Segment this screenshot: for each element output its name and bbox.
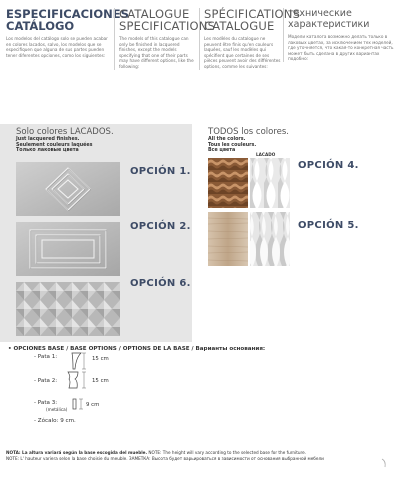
lacquered-sub-fr: Seulement couleurs laquées bbox=[16, 142, 93, 148]
pata-2-label: - Pata 2: bbox=[34, 378, 58, 384]
option-6-label: OPCIÓN 6. bbox=[130, 278, 191, 289]
zocalo-label: - Zócalo: 9 cm. bbox=[34, 418, 76, 424]
title-es-line2: CATÁLOGO bbox=[6, 19, 75, 33]
option-4-label: OPCIÓN 4. bbox=[298, 160, 359, 171]
title-en-line1: CATALOGUE bbox=[119, 7, 190, 21]
pata-1-leg-drawing bbox=[70, 352, 90, 370]
option-4-swatch bbox=[208, 158, 290, 208]
note-es: NOTA: La altura variará según la base escogida del mueble. bbox=[6, 450, 148, 455]
all-colors-sub-en: All the colors. bbox=[208, 137, 246, 142]
body-fr: Les modèles du catalogue ne peuvent être finis qu'en couleurs laquées, sauf les modèles qui spécifient que certaines de ses pièces peuvent avoir des différentes options, comme les suivantes: bbox=[204, 36, 281, 69]
option-5-label: OPCIÓN 5. bbox=[298, 220, 359, 231]
title-ru-line2: характеристики bbox=[288, 19, 370, 30]
body-en: The models of this catalogue can only be finished in lacquered finishes, except the models specifying that one of their parts may have different options, like the following: bbox=[119, 36, 194, 69]
page-corner-mark-icon bbox=[380, 458, 388, 468]
pata-3-material: (metálica) bbox=[46, 407, 68, 412]
option-1-swatch bbox=[16, 162, 120, 216]
option-5-swatch bbox=[208, 212, 290, 266]
header-col-ru bbox=[283, 8, 395, 62]
title-es-line1: ESPECIFICACIONES bbox=[6, 7, 129, 21]
title-ru-line1: технические bbox=[288, 8, 352, 19]
all-colors-group-title bbox=[208, 128, 289, 154]
all-colors-sub-fr: Tous les couleurs. bbox=[208, 142, 257, 148]
notes bbox=[6, 450, 396, 461]
option-2-label: OPCIÓN 2. bbox=[130, 221, 191, 232]
option-2-swatch bbox=[16, 222, 120, 276]
lacado-tag: LACADO bbox=[256, 152, 276, 157]
option-1-label: OPCIÓN 1. bbox=[130, 166, 191, 177]
title-fr-line1: SPÉCIFICATIONS bbox=[204, 7, 301, 21]
lacquered-group-title bbox=[16, 128, 114, 154]
pata-3-label: - Pata 3: bbox=[34, 400, 58, 406]
body-ru: Модели каталога возможно делать только в лаковых цветах, за исключением тех моделей, где уточняется, что какая-то конкретная часть может быть сделана в других вариантах подобно: bbox=[288, 34, 394, 62]
pata-1-dimension: 15 cm bbox=[92, 356, 109, 362]
title-en-line2: SPECIFICATIONS bbox=[119, 19, 216, 33]
header-col-fr bbox=[199, 7, 301, 70]
pata-2-leg-drawing bbox=[66, 370, 90, 390]
note-line-2: NOTE: L' hauteur variera selon la base choisie du meuble. ЗАМЕТКА: Высота будет варьироваться в зависимости от основания выбранной мебели bbox=[6, 455, 324, 461]
note-en: NOTE: The height will vary according to the selected base for the furniture. bbox=[147, 450, 307, 455]
all-colors-sub-ru: Все цвета bbox=[208, 148, 236, 154]
pata-3-dimension: 9 cm bbox=[86, 402, 100, 408]
base-options-title: • OPCIONES BASE / BASE OPTIONS / OPTIONS DE LA BASE / Варианты основания: bbox=[8, 346, 266, 352]
body-es: Los modelos del catálogo solo se pueden acabar en colores lacados, salvo, los modelos que se especifiquen que alguna de sus partes pueden tener diferentes opciones, como los siguientes: bbox=[6, 36, 108, 58]
lacquered-sub-en: Just lacquered finishes. bbox=[16, 137, 80, 142]
header-col-en bbox=[114, 7, 216, 70]
header-col-es bbox=[6, 7, 129, 58]
title-fr-line2: CATALOGUE bbox=[204, 19, 275, 33]
option-6-swatch bbox=[16, 282, 120, 336]
pata-1-label: - Pata 1: bbox=[34, 354, 58, 360]
lacquered-sub-ru: Только лаковые цвета bbox=[16, 148, 79, 154]
pata-3-leg-drawing bbox=[70, 397, 86, 411]
lacquered-title: Solo colores LACADOS. bbox=[16, 127, 114, 137]
all-colors-title: TODOS los colores. bbox=[208, 127, 290, 137]
pata-2-dimension: 15 cm bbox=[92, 378, 109, 384]
